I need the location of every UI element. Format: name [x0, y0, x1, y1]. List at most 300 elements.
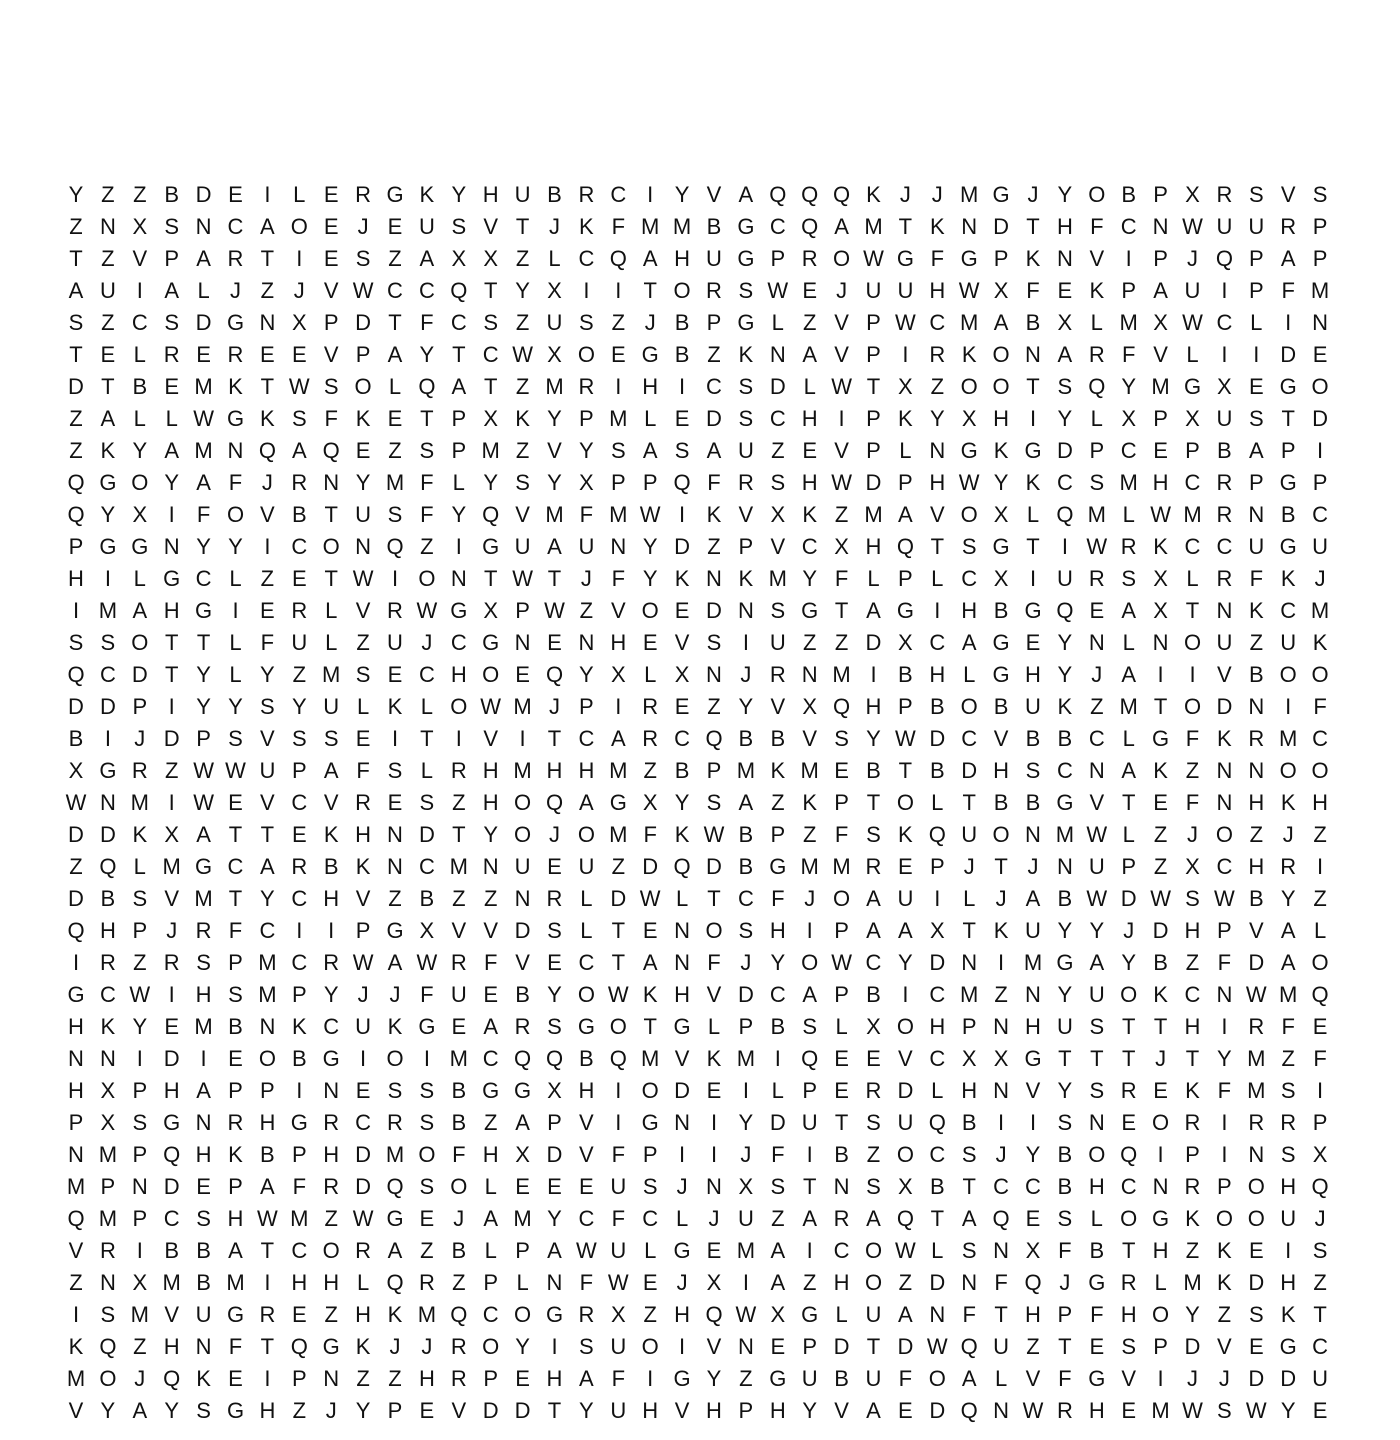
- letter-cell[interactable]: D: [737, 982, 754, 1007]
- letter-cell[interactable]: V: [1025, 1366, 1041, 1391]
- letter-cell[interactable]: M: [194, 886, 213, 911]
- letter-cell[interactable]: L: [931, 1078, 944, 1103]
- letter-cell[interactable]: O: [258, 1046, 276, 1071]
- letter-cell[interactable]: W: [1182, 310, 1203, 335]
- letter-cell[interactable]: O: [833, 886, 851, 911]
- letter-cell[interactable]: B: [674, 310, 690, 335]
- letter-cell[interactable]: Y: [1057, 630, 1073, 655]
- letter-cell[interactable]: W: [352, 278, 374, 303]
- letter-cell[interactable]: K: [1025, 470, 1041, 495]
- letter-cell[interactable]: E: [483, 982, 499, 1007]
- letter-cell[interactable]: P: [1248, 470, 1264, 495]
- letter-cell[interactable]: U: [961, 822, 978, 847]
- letter-cell[interactable]: K: [1089, 278, 1105, 303]
- letter-cell[interactable]: U: [1216, 630, 1233, 655]
- letter-cell[interactable]: I: [615, 278, 622, 303]
- letter-cell[interactable]: W: [831, 470, 852, 495]
- letter-cell[interactable]: O: [960, 502, 978, 527]
- letter-cell[interactable]: P: [1121, 278, 1137, 303]
- letter-cell[interactable]: L: [1090, 310, 1103, 335]
- letter-cell[interactable]: Z: [260, 278, 275, 303]
- letter-cell[interactable]: U: [1088, 854, 1105, 879]
- letter-cell[interactable]: M: [960, 182, 979, 207]
- letter-cell[interactable]: W: [735, 1302, 757, 1327]
- letter-cell[interactable]: G: [322, 1046, 340, 1071]
- letter-cell[interactable]: G: [577, 1014, 595, 1039]
- letter-cell[interactable]: I: [902, 982, 909, 1007]
- letter-cell[interactable]: E: [196, 342, 211, 367]
- letter-cell[interactable]: P: [228, 1174, 243, 1199]
- letter-cell[interactable]: V: [323, 342, 339, 367]
- letter-cell[interactable]: D: [68, 822, 84, 847]
- letter-cell[interactable]: V: [834, 342, 849, 367]
- letter-cell[interactable]: A: [164, 278, 180, 303]
- letter-cell[interactable]: P: [132, 1206, 148, 1231]
- letter-cell[interactable]: X: [610, 1302, 626, 1327]
- letter-cell[interactable]: E: [1025, 630, 1041, 655]
- letter-cell[interactable]: X: [993, 278, 1009, 303]
- letter-cell[interactable]: Y: [547, 406, 562, 431]
- letter-cell[interactable]: I: [838, 406, 845, 431]
- letter-cell[interactable]: P: [132, 1078, 148, 1103]
- letter-cell[interactable]: V: [898, 1046, 913, 1071]
- letter-cell[interactable]: P: [515, 1238, 530, 1263]
- letter-cell[interactable]: K: [387, 1302, 403, 1327]
- letter-cell[interactable]: X: [961, 1046, 977, 1071]
- letter-cell[interactable]: A: [291, 438, 307, 463]
- letter-cell[interactable]: H: [163, 1334, 180, 1359]
- letter-cell[interactable]: Z: [834, 630, 849, 655]
- letter-cell[interactable]: A: [642, 438, 658, 463]
- letter-cell[interactable]: J: [293, 278, 305, 303]
- letter-cell[interactable]: A: [898, 1302, 913, 1327]
- letter-cell[interactable]: R: [514, 1014, 531, 1039]
- letter-cell[interactable]: F: [579, 502, 594, 527]
- letter-cell[interactable]: R: [355, 1238, 372, 1263]
- letter-cell[interactable]: D: [929, 726, 946, 751]
- letter-cell[interactable]: V: [1248, 918, 1264, 943]
- letter-cell[interactable]: O: [482, 1334, 500, 1359]
- letter-cell[interactable]: P: [738, 534, 754, 559]
- letter-cell[interactable]: B: [1057, 726, 1073, 751]
- letter-cell[interactable]: A: [898, 918, 913, 943]
- letter-cell[interactable]: Y: [1121, 950, 1137, 975]
- letter-cell[interactable]: H: [1025, 1302, 1041, 1327]
- letter-cell[interactable]: H: [227, 1206, 244, 1231]
- letter-cell[interactable]: D: [163, 726, 180, 751]
- letter-cell[interactable]: R: [706, 278, 722, 303]
- letter-cell[interactable]: Z: [643, 1302, 657, 1327]
- letter-cell[interactable]: N: [323, 1078, 340, 1103]
- letter-cell[interactable]: N: [259, 310, 276, 335]
- letter-cell[interactable]: Q: [163, 1366, 181, 1391]
- letter-cell[interactable]: Y: [228, 534, 243, 559]
- letter-cell[interactable]: P: [866, 310, 881, 335]
- letter-cell[interactable]: V: [674, 1046, 690, 1071]
- letter-cell[interactable]: Y: [164, 1398, 180, 1423]
- letter-cell[interactable]: E: [196, 1174, 211, 1199]
- letter-cell[interactable]: H: [355, 1302, 372, 1327]
- letter-cell[interactable]: Q: [258, 438, 276, 463]
- letter-cell[interactable]: E: [1248, 1238, 1264, 1263]
- letter-cell[interactable]: E: [419, 1206, 435, 1231]
- letter-cell[interactable]: Z: [898, 1270, 913, 1295]
- letter-cell[interactable]: A: [802, 1206, 818, 1231]
- letter-cell[interactable]: C: [99, 662, 116, 687]
- letter-cell[interactable]: L: [1313, 918, 1327, 943]
- letter-cell[interactable]: A: [260, 1174, 275, 1199]
- letter-cell[interactable]: N: [195, 1110, 212, 1135]
- letter-cell[interactable]: Q: [673, 470, 691, 495]
- letter-cell[interactable]: B: [579, 1046, 594, 1071]
- letter-cell[interactable]: T: [962, 918, 976, 943]
- letter-cell[interactable]: O: [450, 1174, 468, 1199]
- letter-cell[interactable]: O: [1279, 662, 1297, 687]
- letter-cell[interactable]: J: [549, 822, 560, 847]
- letter-cell[interactable]: N: [514, 630, 531, 655]
- letter-cell[interactable]: W: [895, 1238, 916, 1263]
- letter-cell[interactable]: C: [259, 918, 276, 943]
- letter-cell[interactable]: U: [769, 630, 786, 655]
- letter-cell[interactable]: U: [450, 982, 467, 1007]
- letter-cell[interactable]: F: [228, 1334, 243, 1359]
- letter-cell[interactable]: I: [328, 918, 335, 943]
- letter-cell[interactable]: I: [168, 694, 175, 719]
- letter-cell[interactable]: G: [737, 214, 755, 239]
- letter-cell[interactable]: F: [834, 822, 849, 847]
- letter-cell[interactable]: W: [352, 950, 374, 975]
- letter-cell[interactable]: S: [1217, 1398, 1232, 1423]
- letter-cell[interactable]: M: [98, 1142, 118, 1167]
- letter-cell[interactable]: C: [1025, 1174, 1041, 1199]
- letter-cell[interactable]: K: [1312, 630, 1328, 655]
- letter-cell[interactable]: G: [1088, 1270, 1106, 1295]
- letter-cell[interactable]: Y: [451, 502, 467, 527]
- letter-cell[interactable]: S: [770, 1174, 786, 1199]
- letter-cell[interactable]: M: [1310, 598, 1330, 623]
- letter-cell[interactable]: I: [870, 662, 877, 687]
- letter-cell[interactable]: U: [610, 1238, 627, 1263]
- letter-cell[interactable]: K: [1217, 1238, 1232, 1263]
- letter-cell[interactable]: C: [929, 1046, 946, 1071]
- letter-cell[interactable]: G: [992, 630, 1010, 655]
- letter-cell[interactable]: R: [642, 726, 659, 751]
- letter-cell[interactable]: Z: [707, 694, 721, 719]
- letter-cell[interactable]: H: [1184, 1014, 1201, 1039]
- letter-cell[interactable]: A: [164, 438, 180, 463]
- letter-cell[interactable]: R: [418, 1270, 435, 1295]
- letter-cell[interactable]: S: [419, 1174, 435, 1199]
- letter-cell[interactable]: U: [355, 1014, 372, 1039]
- letter-cell[interactable]: L: [1122, 630, 1135, 655]
- letter-cell[interactable]: X: [132, 1270, 148, 1295]
- letter-cell[interactable]: J: [963, 854, 975, 879]
- letter-cell[interactable]: B: [929, 694, 945, 719]
- letter-cell[interactable]: E: [1153, 438, 1168, 463]
- letter-cell[interactable]: K: [802, 502, 818, 527]
- letter-cell[interactable]: J: [325, 1398, 337, 1423]
- letter-cell[interactable]: Q: [833, 694, 851, 719]
- letter-cell[interactable]: S: [706, 790, 722, 815]
- letter-cell[interactable]: K: [1185, 1206, 1200, 1231]
- letter-cell[interactable]: Z: [771, 1206, 785, 1231]
- letter-cell[interactable]: E: [355, 726, 371, 751]
- letter-cell[interactable]: A: [228, 1238, 243, 1263]
- letter-cell[interactable]: S: [866, 1110, 881, 1135]
- letter-cell[interactable]: J: [1282, 822, 1294, 847]
- letter-cell[interactable]: Y: [579, 662, 594, 687]
- letter-cell[interactable]: L: [548, 246, 561, 271]
- letter-cell[interactable]: Q: [609, 246, 627, 271]
- letter-cell[interactable]: I: [1125, 246, 1132, 271]
- letter-cell[interactable]: W: [831, 374, 852, 399]
- letter-cell[interactable]: F: [930, 246, 945, 271]
- letter-cell[interactable]: G: [641, 1110, 659, 1135]
- letter-cell[interactable]: B: [674, 342, 690, 367]
- letter-cell[interactable]: N: [131, 1174, 148, 1199]
- letter-cell[interactable]: F: [611, 1206, 626, 1231]
- letter-cell[interactable]: M: [385, 1142, 405, 1167]
- letter-cell[interactable]: M: [449, 1046, 468, 1071]
- letter-cell[interactable]: U: [993, 1334, 1010, 1359]
- letter-cell[interactable]: A: [1025, 886, 1041, 911]
- letter-cell[interactable]: Z: [356, 630, 370, 655]
- letter-cell[interactable]: V: [164, 1302, 180, 1327]
- letter-cell[interactable]: C: [578, 950, 595, 975]
- letter-cell[interactable]: X: [1153, 310, 1168, 335]
- letter-cell[interactable]: F: [228, 918, 243, 943]
- letter-cell[interactable]: B: [993, 694, 1009, 719]
- letter-cell[interactable]: W: [129, 982, 151, 1007]
- letter-cell[interactable]: S: [483, 310, 499, 335]
- letter-cell[interactable]: K: [260, 406, 275, 431]
- letter-cell[interactable]: L: [835, 1302, 848, 1327]
- letter-cell[interactable]: C: [578, 1206, 595, 1231]
- letter-cell[interactable]: R: [801, 246, 818, 271]
- letter-cell[interactable]: R: [1280, 1110, 1297, 1135]
- letter-cell[interactable]: G: [1088, 1366, 1106, 1391]
- letter-cell[interactable]: D: [514, 918, 531, 943]
- letter-cell[interactable]: H: [259, 1110, 276, 1135]
- letter-cell[interactable]: G: [195, 854, 213, 879]
- letter-cell[interactable]: F: [579, 1270, 594, 1295]
- letter-cell[interactable]: H: [674, 1302, 691, 1327]
- letter-cell[interactable]: K: [1248, 598, 1264, 623]
- letter-cell[interactable]: C: [227, 214, 244, 239]
- letter-cell[interactable]: A: [1280, 918, 1296, 943]
- letter-cell[interactable]: N: [1088, 1110, 1105, 1135]
- letter-cell[interactable]: H: [578, 758, 595, 783]
- letter-cell[interactable]: V: [1121, 1366, 1137, 1391]
- letter-cell[interactable]: P: [1153, 246, 1168, 271]
- letter-cell[interactable]: O: [896, 1014, 914, 1039]
- letter-cell[interactable]: I: [615, 1078, 622, 1103]
- letter-cell[interactable]: P: [706, 310, 722, 335]
- letter-cell[interactable]: C: [418, 278, 435, 303]
- letter-cell[interactable]: E: [547, 630, 562, 655]
- letter-cell[interactable]: R: [1216, 566, 1233, 591]
- letter-cell[interactable]: T: [898, 214, 913, 239]
- letter-cell[interactable]: M: [194, 374, 213, 399]
- letter-cell[interactable]: M: [226, 1270, 245, 1295]
- letter-cell[interactable]: B: [1280, 502, 1296, 527]
- letter-cell[interactable]: Z: [101, 246, 115, 271]
- letter-cell[interactable]: R: [737, 470, 754, 495]
- letter-cell[interactable]: D: [1120, 886, 1137, 911]
- letter-cell[interactable]: G: [673, 1014, 691, 1039]
- letter-cell[interactable]: Z: [101, 310, 115, 335]
- letter-cell[interactable]: E: [515, 1366, 530, 1391]
- letter-cell[interactable]: M: [768, 566, 787, 591]
- letter-cell[interactable]: I: [1221, 342, 1228, 367]
- letter-cell[interactable]: D: [1248, 950, 1265, 975]
- letter-cell[interactable]: D: [993, 214, 1010, 239]
- letter-cell[interactable]: N: [1025, 982, 1041, 1007]
- letter-cell[interactable]: I: [168, 502, 175, 527]
- letter-cell[interactable]: F: [196, 502, 211, 527]
- letter-cell[interactable]: Y: [228, 694, 243, 719]
- letter-cell[interactable]: Q: [386, 534, 404, 559]
- letter-cell[interactable]: S: [260, 694, 275, 719]
- letter-cell[interactable]: F: [771, 1142, 785, 1167]
- letter-cell[interactable]: S: [68, 310, 84, 335]
- letter-cell[interactable]: T: [388, 310, 402, 335]
- letter-cell[interactable]: E: [547, 854, 562, 879]
- letter-cell[interactable]: H: [195, 982, 212, 1007]
- letter-cell[interactable]: Q: [801, 182, 819, 207]
- letter-cell[interactable]: O: [673, 278, 691, 303]
- letter-cell[interactable]: C: [1280, 598, 1297, 623]
- letter-cell[interactable]: O: [226, 502, 245, 527]
- letter-cell[interactable]: Q: [1056, 502, 1074, 527]
- letter-cell[interactable]: O: [864, 1270, 883, 1295]
- letter-cell[interactable]: U: [195, 1302, 212, 1327]
- letter-cell[interactable]: E: [260, 342, 275, 367]
- letter-cell[interactable]: Z: [292, 1398, 307, 1423]
- letter-cell[interactable]: E: [228, 790, 243, 815]
- letter-cell[interactable]: W: [416, 950, 438, 975]
- letter-cell[interactable]: T: [515, 214, 530, 239]
- letter-cell[interactable]: P: [1153, 1334, 1168, 1359]
- letter-cell[interactable]: V: [323, 278, 339, 303]
- letter-cell[interactable]: T: [547, 1398, 562, 1423]
- letter-cell[interactable]: J: [1027, 854, 1039, 879]
- letter-cell[interactable]: I: [72, 598, 80, 623]
- letter-cell[interactable]: Z: [1153, 822, 1168, 847]
- letter-cell[interactable]: L: [229, 566, 242, 591]
- letter-cell[interactable]: E: [802, 438, 818, 463]
- letter-cell[interactable]: M: [960, 310, 979, 335]
- letter-cell[interactable]: B: [323, 854, 339, 879]
- letter-cell[interactable]: K: [196, 1366, 211, 1391]
- letter-cell[interactable]: V: [993, 726, 1009, 751]
- letter-cell[interactable]: F: [994, 1270, 1008, 1295]
- letter-cell[interactable]: M: [449, 854, 468, 879]
- letter-cell[interactable]: K: [642, 982, 658, 1007]
- letter-cell[interactable]: Y: [515, 278, 530, 303]
- letter-cell[interactable]: V: [610, 598, 626, 623]
- letter-cell[interactable]: F: [420, 310, 434, 335]
- letter-cell[interactable]: F: [1090, 214, 1104, 239]
- letter-cell[interactable]: A: [834, 214, 849, 239]
- letter-cell[interactable]: V: [1280, 182, 1296, 207]
- letter-cell[interactable]: Q: [67, 1206, 85, 1231]
- letter-cell[interactable]: S: [451, 214, 467, 239]
- letter-cell[interactable]: C: [1120, 438, 1137, 463]
- letter-cell[interactable]: M: [1183, 1270, 1202, 1295]
- letter-cell[interactable]: G: [992, 182, 1010, 207]
- letter-cell[interactable]: G: [195, 598, 213, 623]
- letter-cell[interactable]: E: [642, 630, 658, 655]
- letter-cell[interactable]: S: [1057, 374, 1073, 399]
- letter-cell[interactable]: G: [482, 534, 500, 559]
- letter-cell[interactable]: R: [227, 246, 244, 271]
- letter-cell[interactable]: Q: [1024, 1270, 1042, 1295]
- letter-cell[interactable]: N: [993, 1238, 1010, 1263]
- letter-cell[interactable]: B: [547, 182, 562, 207]
- letter-cell[interactable]: Y: [196, 662, 211, 687]
- letter-cell[interactable]: O: [1183, 694, 1202, 719]
- letter-cell[interactable]: W: [257, 1206, 278, 1231]
- letter-cell[interactable]: S: [738, 278, 754, 303]
- letter-cell[interactable]: Y: [1185, 1302, 1200, 1327]
- letter-cell[interactable]: L: [165, 406, 178, 431]
- letter-cell[interactable]: U: [1184, 278, 1201, 303]
- letter-cell[interactable]: M: [736, 1238, 756, 1263]
- letter-cell[interactable]: B: [451, 1078, 467, 1103]
- letter-cell[interactable]: G: [1183, 374, 1202, 399]
- letter-cell[interactable]: P: [738, 1398, 754, 1423]
- letter-cell[interactable]: M: [1247, 1046, 1266, 1071]
- letter-cell[interactable]: E: [323, 246, 339, 271]
- letter-cell[interactable]: Z: [771, 790, 785, 815]
- letter-cell[interactable]: D: [1056, 438, 1073, 463]
- letter-cell[interactable]: L: [1250, 310, 1263, 335]
- letter-cell[interactable]: L: [899, 438, 912, 463]
- letter-cell[interactable]: A: [260, 854, 275, 879]
- letter-cell[interactable]: E: [642, 1270, 658, 1295]
- letter-cell[interactable]: B: [260, 1142, 275, 1167]
- letter-cell[interactable]: E: [228, 1046, 243, 1071]
- letter-cell[interactable]: X: [1121, 406, 1137, 431]
- letter-cell[interactable]: F: [228, 470, 243, 495]
- letter-cell[interactable]: H: [482, 758, 499, 783]
- letter-cell[interactable]: B: [1153, 950, 1168, 975]
- letter-cell[interactable]: Z: [164, 758, 179, 783]
- letter-cell[interactable]: T: [643, 278, 657, 303]
- letter-cell[interactable]: X: [483, 598, 499, 623]
- letter-cell[interactable]: Z: [101, 182, 115, 207]
- letter-cell[interactable]: K: [355, 406, 371, 431]
- letter-cell[interactable]: I: [232, 598, 239, 623]
- letter-cell[interactable]: N: [706, 1174, 722, 1199]
- letter-cell[interactable]: E: [674, 694, 690, 719]
- letter-cell[interactable]: D: [897, 1078, 914, 1103]
- letter-cell[interactable]: J: [1059, 1270, 1071, 1295]
- letter-cell[interactable]: F: [707, 950, 721, 975]
- letter-cell[interactable]: Z: [515, 246, 530, 271]
- letter-cell[interactable]: E: [1312, 1398, 1328, 1423]
- letter-cell[interactable]: E: [419, 1398, 435, 1423]
- letter-cell[interactable]: B: [291, 1046, 307, 1071]
- letter-cell[interactable]: E: [228, 1366, 243, 1391]
- letter-cell[interactable]: Z: [1313, 886, 1327, 911]
- letter-cell[interactable]: I: [1221, 278, 1228, 303]
- letter-cell[interactable]: J: [644, 310, 656, 335]
- letter-cell[interactable]: V: [834, 438, 849, 463]
- letter-cell[interactable]: G: [992, 662, 1010, 687]
- letter-cell[interactable]: Q: [545, 790, 564, 815]
